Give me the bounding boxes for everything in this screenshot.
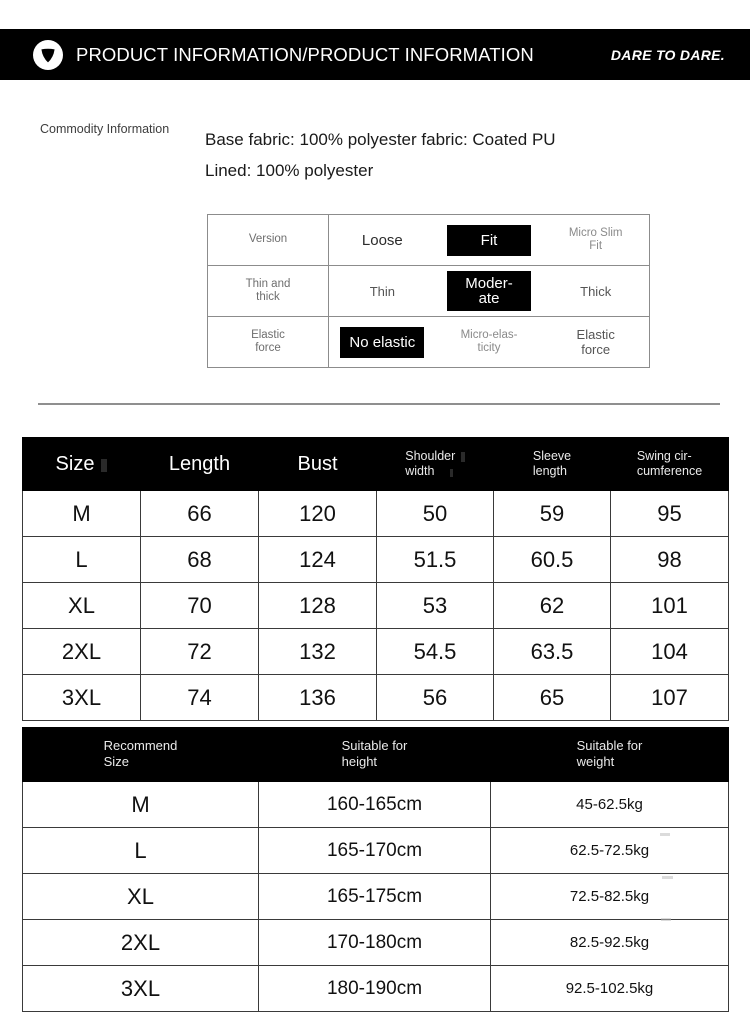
swing-circumference-cell: 95 <box>611 491 729 537</box>
attribute-options-thickness <box>329 266 649 316</box>
table-row <box>23 491 729 537</box>
attribute-option-label: Micro-elas- ticity <box>460 328 518 354</box>
recommend-size-cell: 2XL <box>23 920 259 966</box>
size-measurement-table <box>22 437 729 721</box>
shoulder-width-cell: 56 <box>377 675 494 721</box>
suitable-weight-cell: 72.5-82.5kg <box>491 874 729 920</box>
column-header-size <box>23 438 141 491</box>
size-cell: XL <box>23 583 141 629</box>
bust-cell: 128 <box>259 583 377 629</box>
fabric-line-base: Base fabric: 100% polyester fabric: Coated PU <box>205 130 556 149</box>
size-cell: M <box>23 491 141 537</box>
fabric-composition-block <box>205 124 725 186</box>
scan-artifact <box>660 833 670 836</box>
sleeve-length-cell: 65 <box>494 675 611 721</box>
attribute-option-label: Loose <box>361 231 403 249</box>
fabric-line-lining: Lined: 100% polyester <box>205 161 374 180</box>
suitable-weight-cell: 92.5-102.5kg <box>491 966 729 1012</box>
table-row <box>23 874 729 920</box>
column-header-label: Bust <box>297 452 338 475</box>
suitable-height-cell: 170-180cm <box>259 920 491 966</box>
column-header-sleeve-length <box>494 438 611 491</box>
shoulder-width-cell: 50 <box>377 491 494 537</box>
length-cell: 72 <box>141 629 259 675</box>
size-table-header-row <box>23 438 729 491</box>
size-recommendation-table <box>22 727 729 1012</box>
table-row <box>23 675 729 721</box>
attribute-option-no-elastic[interactable] <box>329 317 436 367</box>
swing-circumference-cell: 98 <box>611 537 729 583</box>
attribute-option-label-selected: No elastic <box>340 327 424 358</box>
attribute-option-label-selected: Fit <box>447 225 531 256</box>
table-row <box>23 583 729 629</box>
column-header-swing-circumference <box>611 438 729 491</box>
swing-circumference-cell: 101 <box>611 583 729 629</box>
bust-cell: 136 <box>259 675 377 721</box>
table-row <box>23 828 729 874</box>
attribute-option-label: Thick <box>580 283 612 299</box>
column-header-label: Shoulder width <box>405 449 465 479</box>
shoulder-width-cell: 53 <box>377 583 494 629</box>
attribute-option-thick[interactable] <box>542 266 649 316</box>
table-row <box>23 782 729 828</box>
column-header-label: Sleeve length <box>532 448 572 478</box>
suitable-weight-cell: 45-62.5kg <box>491 782 729 828</box>
recommend-size-cell: L <box>23 828 259 874</box>
attribute-option-label-selected: Moder- ate <box>447 271 531 311</box>
size-cell: L <box>23 537 141 583</box>
suitable-height-cell: 165-175cm <box>259 874 491 920</box>
suitable-weight-cell: 62.5-72.5kg <box>491 828 729 874</box>
column-header-label: Length <box>168 452 231 475</box>
section-divider <box>38 403 720 405</box>
brand-slogan: DARE TO DARE. <box>610 46 725 63</box>
commodity-information-label: Commodity Information <box>40 122 170 136</box>
sleeve-length-cell: 60.5 <box>494 537 611 583</box>
attribute-option-loose[interactable] <box>329 215 436 265</box>
suitable-height-cell: 180-190cm <box>259 966 491 1012</box>
shoulder-width-cell: 54.5 <box>377 629 494 675</box>
sleeve-length-cell: 62 <box>494 583 611 629</box>
attribute-row-version <box>208 215 649 266</box>
attribute-row-elasticity <box>208 317 649 367</box>
column-header-label: Swing cir- cumference <box>636 448 703 478</box>
size-cell: 2XL <box>23 629 141 675</box>
scan-artifact <box>661 918 671 921</box>
column-header-suitable-height <box>259 728 491 782</box>
suitable-height-cell: 160-165cm <box>259 782 491 828</box>
attribute-key-version: Version <box>208 215 329 265</box>
sleeve-length-cell: 63.5 <box>494 629 611 675</box>
scan-artifact <box>662 876 673 879</box>
column-header-suitable-weight <box>491 728 729 782</box>
length-cell: 70 <box>141 583 259 629</box>
length-cell: 74 <box>141 675 259 721</box>
attribute-option-fit[interactable] <box>436 215 543 265</box>
table-row <box>23 966 729 1012</box>
swing-circumference-cell: 104 <box>611 629 729 675</box>
recommend-size-cell: XL <box>23 874 259 920</box>
column-header-label: Suitable for height <box>341 738 408 769</box>
bust-cell: 120 <box>259 491 377 537</box>
column-header-label: Recommend Size <box>103 738 178 769</box>
v-chevron-logo-icon <box>33 40 63 70</box>
recommend-table-header-row <box>23 728 729 782</box>
column-header-label: Size <box>55 452 95 475</box>
table-row <box>23 537 729 583</box>
column-header-recommend-size <box>23 728 259 782</box>
table-row <box>23 629 729 675</box>
column-header-length <box>141 438 259 491</box>
sleeve-length-cell: 59 <box>494 491 611 537</box>
product-information-header <box>0 29 750 80</box>
recommend-table-body <box>23 782 729 1012</box>
swing-circumference-cell: 107 <box>611 675 729 721</box>
table-row <box>23 920 729 966</box>
size-table-body <box>23 491 729 721</box>
attribute-row-thickness <box>208 266 649 317</box>
size-cell: 3XL <box>23 675 141 721</box>
attribute-option-moderate[interactable] <box>436 266 543 316</box>
shoulder-width-cell: 51.5 <box>377 537 494 583</box>
attribute-key-thickness: Thin and thick <box>208 266 329 316</box>
attribute-option-micro-slim-fit[interactable] <box>542 215 649 265</box>
attribute-options-elasticity <box>329 317 649 367</box>
attribute-option-elastic-force[interactable] <box>542 317 649 367</box>
attribute-option-thin[interactable] <box>329 266 436 316</box>
suitable-weight-cell: 82.5-92.5kg <box>491 920 729 966</box>
attribute-option-micro-elasticity[interactable] <box>436 317 543 367</box>
length-cell: 66 <box>141 491 259 537</box>
column-header-bust <box>259 438 377 491</box>
length-cell: 68 <box>141 537 259 583</box>
page-title: PRODUCT INFORMATION/PRODUCT INFORMATION <box>76 43 534 65</box>
attribute-options-version <box>329 215 649 265</box>
attribute-key-elasticity: Elastic force <box>208 317 329 367</box>
attribute-option-label: Thin <box>369 283 395 299</box>
column-header-label: Suitable for weight <box>576 738 643 769</box>
recommend-size-cell: M <box>23 782 259 828</box>
bust-cell: 132 <box>259 629 377 675</box>
attribute-option-label: Elastic force <box>576 327 615 357</box>
garment-attributes-table <box>207 214 650 368</box>
column-header-shoulder-width <box>377 438 494 491</box>
recommend-size-cell: 3XL <box>23 966 259 1012</box>
attribute-option-label: Micro Slim Fit <box>568 226 623 252</box>
bust-cell: 124 <box>259 537 377 583</box>
suitable-height-cell: 165-170cm <box>259 828 491 874</box>
scan-artifact-mark <box>101 459 107 472</box>
